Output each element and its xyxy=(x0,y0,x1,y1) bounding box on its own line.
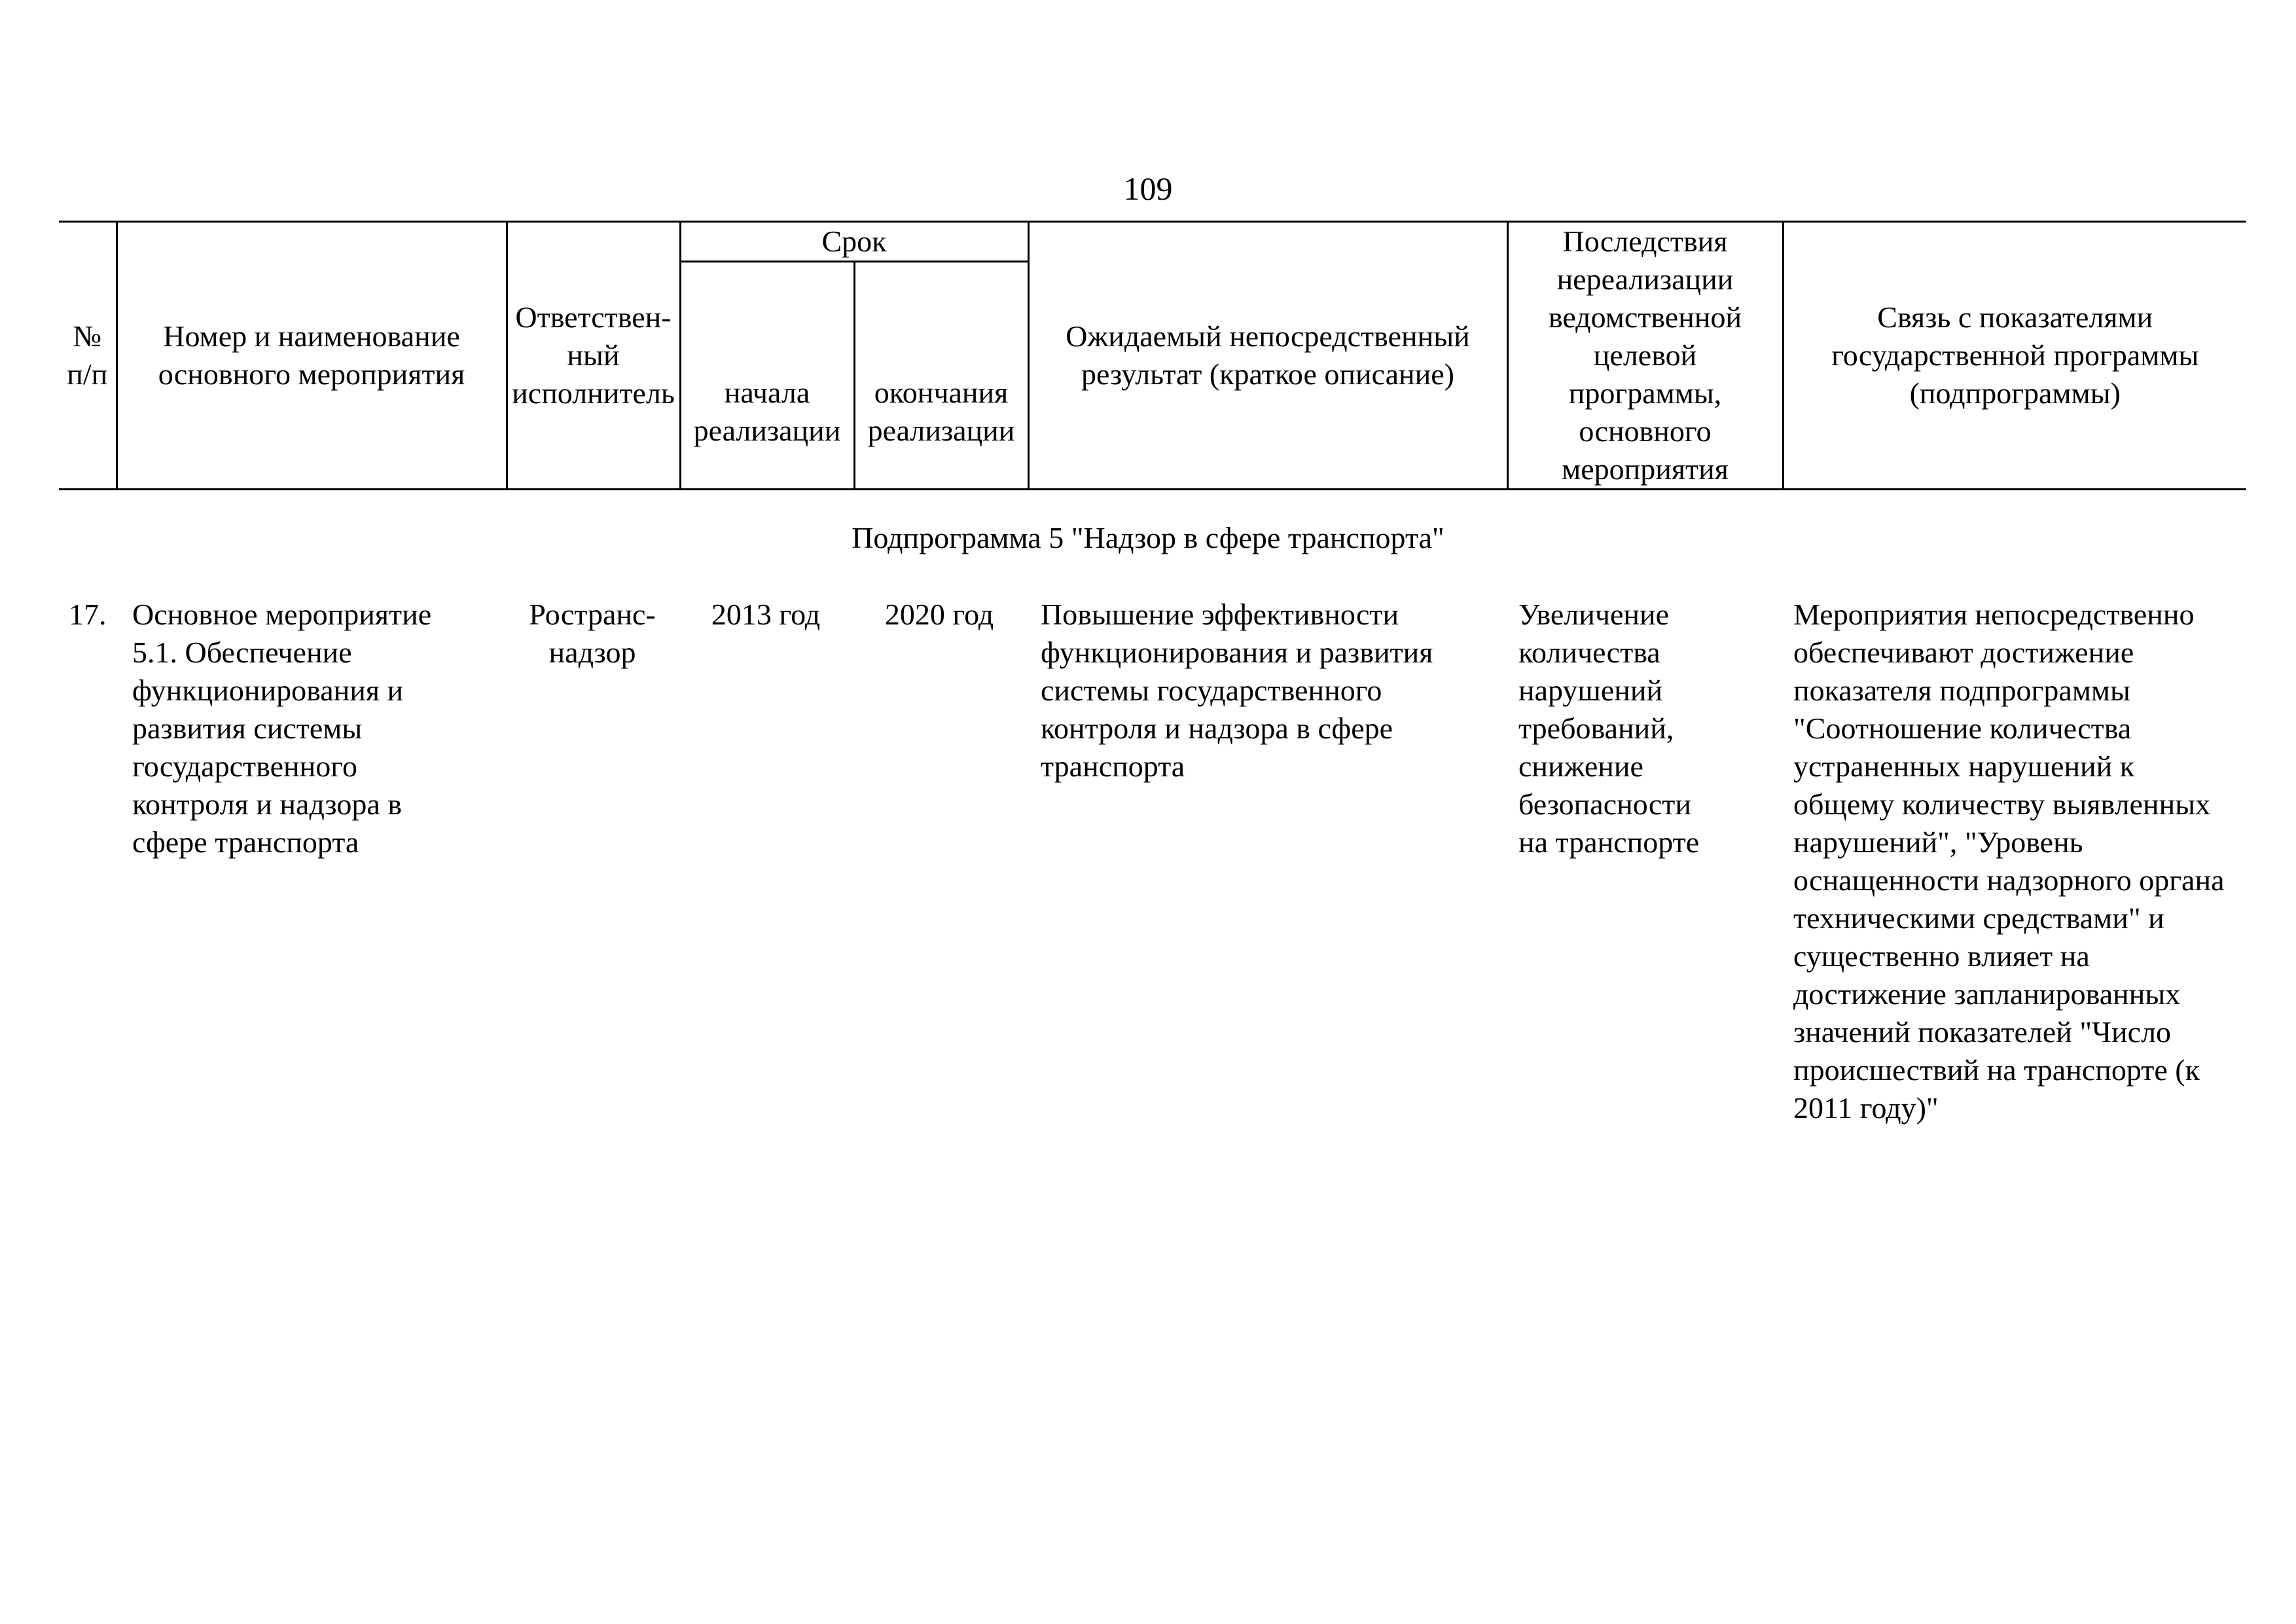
header-number-line2: п/п xyxy=(67,357,108,391)
header-link-label: Связь с показателями государственной программы (подпрограммы) xyxy=(1831,300,2199,410)
header-end-line1: окончания xyxy=(874,375,1009,409)
row-name: Основное мероприятие 5.1. Обеспечение функционирования и развития системы государственного контроля и надзора в сфере транспорта xyxy=(132,598,432,859)
row-result: Повышение эффективности функционирования и развития системы государственного контроля и надзора в сфере транспорта xyxy=(1041,598,1433,783)
row-end: 2020 год xyxy=(884,598,994,631)
table-header xyxy=(59,221,2246,490)
row-consequences: Увеличение количества нарушений требований, снижение безопасности на транспорте xyxy=(1518,598,1700,859)
header-start-line1: начала xyxy=(724,375,810,409)
header-end xyxy=(854,262,1028,490)
page-number: 109 xyxy=(1123,170,1173,207)
row-link: Мероприятия непосредственно обеспечивают достижение показателя подпрограммы "Соотношение количества устраненных нарушений к общему количеству выявленных нарушений", "Уровень оснащенности надзорного органа техническими средствами" и существенно влияет на достижение запланированных значений показателей "Число происшествий на транспорте (к 2011 году)" xyxy=(1793,598,2225,1125)
subprogram-title: Подпрограмма 5 "Надзор в сфере транспорта" xyxy=(852,521,1444,554)
header-link xyxy=(1783,222,2246,490)
row-start: 2013 год xyxy=(711,598,821,631)
header-result-label: Ожидаемый непосредственный результат (краткое описание) xyxy=(1066,319,1470,391)
header-executor-line3: исполнитель xyxy=(512,376,675,410)
header-name xyxy=(117,222,507,490)
header-consequences xyxy=(1507,222,1783,490)
header-result xyxy=(1028,222,1507,490)
row-executor xyxy=(511,596,674,672)
header-name-label: Номер и наименование основного мероприятия xyxy=(158,319,465,391)
header-end-line2: реализации xyxy=(867,413,1015,447)
header-executor-line2: ный xyxy=(567,338,620,372)
header-executor xyxy=(507,222,680,490)
header-start-line2: реализации xyxy=(693,413,841,447)
header-number-line1: № xyxy=(73,319,102,353)
header-consequences-label: Последствия нереализации ведомственной целевой программы, основного мероприятия xyxy=(1548,225,1742,486)
row-number: 17. xyxy=(69,598,107,631)
row-executor-line2: надзор xyxy=(548,636,636,669)
row-executor-line1: Ространс- xyxy=(529,598,656,631)
header-start xyxy=(680,262,854,490)
header-term: Срок xyxy=(680,222,1028,262)
header-executor-line1: Ответствен- xyxy=(515,300,672,334)
header-number xyxy=(59,222,117,490)
